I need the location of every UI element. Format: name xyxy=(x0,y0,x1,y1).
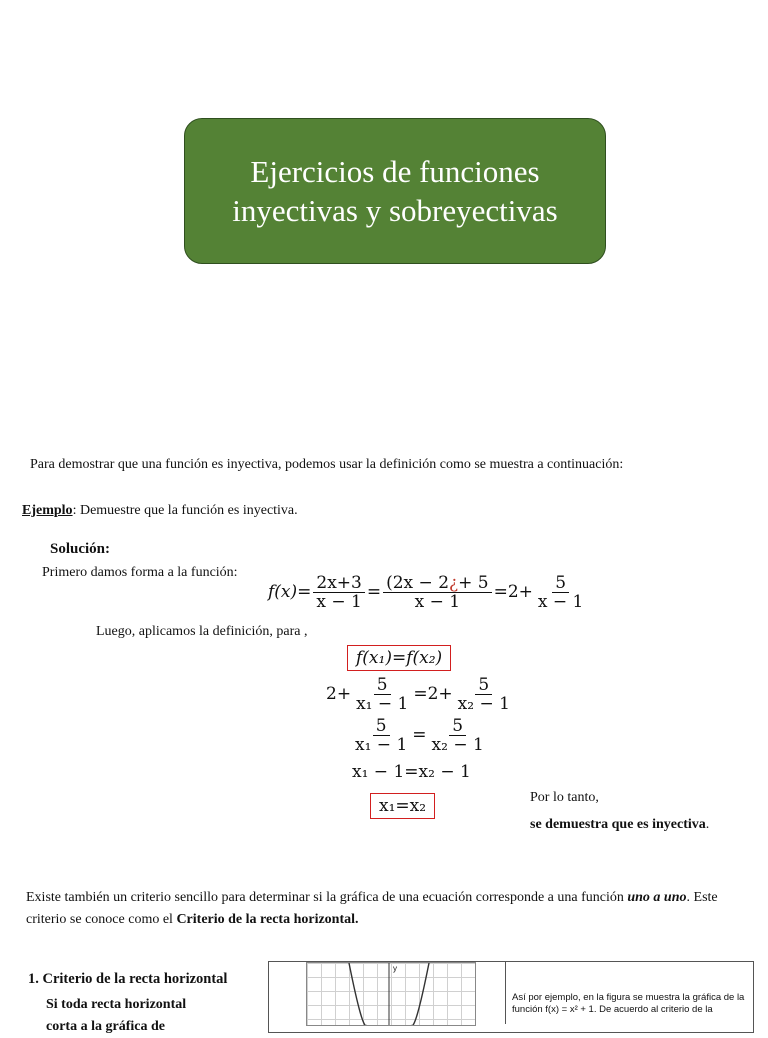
fraction-numerator: 5 xyxy=(374,676,391,695)
inverted-question-mark: ¿ xyxy=(449,573,459,593)
eq-sign: =2+ xyxy=(493,582,533,602)
title-box xyxy=(184,118,606,264)
intro-paragraph: Para demostrar que una función es inyectiva, podemos usar la definición como se muestra a continuación: xyxy=(30,457,624,472)
solution-label: Solución: xyxy=(50,541,111,557)
section-1-body-2: corta a la gráfica de xyxy=(46,1019,165,1034)
conclusion-2 xyxy=(530,814,709,836)
graph-grid xyxy=(306,962,476,1026)
eq-lhs: f(x)= xyxy=(268,582,312,602)
criterion-em: uno a uno xyxy=(627,890,687,905)
boxed-result: x₁=x₂ xyxy=(370,793,435,819)
fraction-denominator: x₁ − 1 xyxy=(356,694,409,714)
eq-sign: =2+ xyxy=(413,684,453,704)
criterion-text-b: . Este criterio se conoce como el xyxy=(26,890,718,927)
fraction xyxy=(352,717,410,754)
solution-step-2: Luego, aplicamos la definición, para , xyxy=(96,624,308,639)
title-line-2: inyectivas y sobreyectivas xyxy=(232,193,558,228)
fraction-denominator: x − 1 xyxy=(316,592,362,612)
conclusion-2-end: . xyxy=(705,817,710,832)
parabola-left-branch xyxy=(349,963,367,1025)
example-text: : Demuestre que la función es inyectiva. xyxy=(72,503,298,518)
conclusion-2-bold: se demuestra que es inyectiva xyxy=(530,817,706,832)
equation-row-4: x₁ − 1=x₂ − 1 xyxy=(352,762,471,782)
equation-f-form xyxy=(268,574,588,611)
numerator-part-a: (2x − 2 xyxy=(386,573,450,593)
equation-row-3 xyxy=(350,717,489,754)
conclusion-1: Por lo tanto, xyxy=(530,790,599,805)
eq-sign: = xyxy=(412,725,427,745)
fraction xyxy=(353,676,411,713)
parabola-right-branch xyxy=(411,963,429,1025)
eq-term: 2+ xyxy=(326,684,352,704)
equation-row-2 xyxy=(326,676,515,713)
fraction-numerator: 5 xyxy=(475,676,492,695)
fraction-numerator: 5 xyxy=(373,717,390,736)
boxed-definition: f(x₁)=f(x₂) xyxy=(347,645,451,671)
fraction-numerator: 5 xyxy=(552,574,569,593)
fraction xyxy=(535,574,586,611)
section-1-heading: 1. Criterio de la recta horizontal xyxy=(28,971,228,987)
fraction-numerator xyxy=(383,574,492,593)
fraction-numerator: 2x+3 xyxy=(313,574,364,593)
fraction-denominator: x₂ − 1 xyxy=(457,694,510,714)
fraction xyxy=(313,574,364,611)
fraction xyxy=(383,574,492,611)
fraction-denominator: x₂ − 1 xyxy=(431,735,484,755)
example-line xyxy=(22,500,298,522)
criterion-text-a: Existe también un criterio sencillo para determinar si la gráfica de una ecuación corresponde a una función xyxy=(26,890,628,905)
fraction-denominator: x₁ − 1 xyxy=(355,735,408,755)
numerator-part-b: + 5 xyxy=(458,573,489,593)
solution-step-1: Primero damos forma a la función: xyxy=(42,565,238,580)
y-axis-label: y xyxy=(393,964,397,973)
side-note: Así por ejemplo, en la figura se muestra la gráfica de la función f(x) = x² + 1. De acuerdo al criterio de la xyxy=(505,962,751,1024)
title-line-1: Ejercicios de funciones xyxy=(250,154,540,189)
criterion-bold: Criterio de la recta horizontal. xyxy=(176,912,359,927)
fraction xyxy=(455,676,513,713)
section-1-body: Si toda recta horizontal xyxy=(46,997,187,1012)
parabola-graph xyxy=(307,963,475,1025)
fraction-numerator: 5 xyxy=(449,717,466,736)
example-label: Ejemplo xyxy=(22,503,73,518)
eq-sign: = xyxy=(366,582,382,602)
fraction-denominator: x − 1 xyxy=(414,592,461,612)
fraction-denominator: x − 1 xyxy=(537,592,584,612)
fraction xyxy=(429,717,487,754)
criterion-paragraph xyxy=(26,887,736,931)
